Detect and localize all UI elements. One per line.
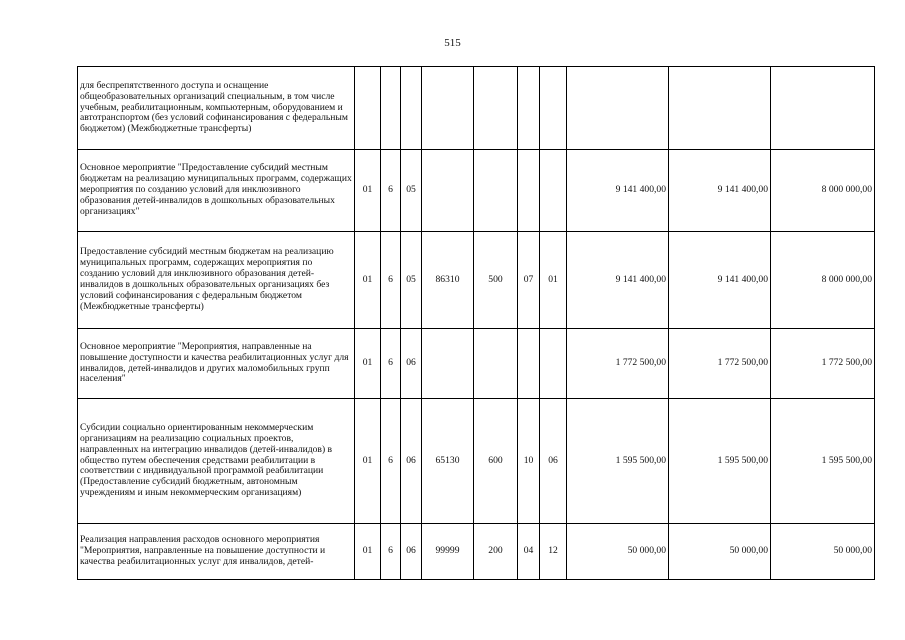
- section-code: 04: [518, 524, 540, 580]
- amount-year-2: 1 595 500,00: [669, 399, 771, 524]
- amount-year-2: 50 000,00: [669, 524, 771, 580]
- section-code: 07: [518, 232, 540, 329]
- expense-type-code: 500: [474, 232, 518, 329]
- section-code: [518, 329, 540, 399]
- amount-year-1: 50 000,00: [567, 524, 669, 580]
- amount-year-3: [771, 67, 875, 150]
- row-description: для беспрепятственного доступа и оснащение общеобразовательных организаций специальным, в том числе учебным, реабилитационным, компьютерным, оборудованием и автотранспортом (без условий софинансирования с федеральным бюджетом) (Межбюджетные трансферты): [78, 67, 355, 150]
- event-code: 06: [401, 329, 422, 399]
- amount-year-3: 8 000 000,00: [771, 150, 875, 232]
- subsection-code: 01: [540, 232, 567, 329]
- row-description: Предоставление субсидий местным бюджетам на реализацию муниципальных программ, содержащих мероприятия по созданию условий для инклюзивного образования детей-инвалидов в дошкольных образовательных организациях без условий софинансирования с федеральным бюджетом (Межбюджетные трансферты): [78, 232, 355, 329]
- event-code: [401, 67, 422, 150]
- expense-type-code: [474, 150, 518, 232]
- expense-direction-code: [422, 329, 474, 399]
- table-row: [78, 329, 875, 399]
- amount-year-2: 9 141 400,00: [669, 150, 771, 232]
- amount-year-1: [567, 67, 669, 150]
- event-code: 06: [401, 399, 422, 524]
- table-row: [78, 399, 875, 524]
- amount-year-2: 1 772 500,00: [669, 329, 771, 399]
- subsection-code: [540, 67, 567, 150]
- event-code: 05: [401, 232, 422, 329]
- expense-direction-code: 99999: [422, 524, 474, 580]
- page-number: 515: [444, 37, 461, 49]
- row-description: Основное мероприятие "Мероприятия, направленные на повышение доступности и качества реабилитационных услуг для инвалидов, детей-инвалидов и других маломобильных групп населения": [78, 329, 355, 399]
- expense-direction-code: [422, 67, 474, 150]
- expense-type-code: [474, 329, 518, 399]
- program-code: 01: [355, 232, 381, 329]
- program-code: 01: [355, 150, 381, 232]
- row-description: Субсидии социально ориентированным некоммерческим организациям на реализацию социальных проектов, направленных на интеграцию инвалидов (детей-инвалидов) в общество путем обеспечения средствами реабилитации в соответствии с индивидуальной программой реабилитации (Предоставление субсидий бюджетным, автономным учреждениям и иным некоммерческим организациям): [78, 399, 355, 524]
- row-description: Основное мероприятие "Предоставление субсидий местным бюджетам на реализацию муниципальных программ, содержащих мероприятия по созданию условий для инклюзивного образования детей-инвалидов в дошкольных образовательных организациях": [78, 150, 355, 232]
- event-code: 05: [401, 150, 422, 232]
- section-code: [518, 150, 540, 232]
- expense-direction-code: 86310: [422, 232, 474, 329]
- amount-year-2: [669, 67, 771, 150]
- amount-year-2: 9 141 400,00: [669, 232, 771, 329]
- table-row: [78, 232, 875, 329]
- section-code: [518, 67, 540, 150]
- expense-type-code: 200: [474, 524, 518, 580]
- amount-year-3: 50 000,00: [771, 524, 875, 580]
- amount-year-3: 8 000 000,00: [771, 232, 875, 329]
- expense-type-code: 600: [474, 399, 518, 524]
- subprogram-code: [381, 67, 401, 150]
- amount-year-1: 9 141 400,00: [567, 150, 669, 232]
- program-code: 01: [355, 329, 381, 399]
- subprogram-code: 6: [381, 524, 401, 580]
- table-row: [78, 524, 875, 580]
- program-code: 01: [355, 399, 381, 524]
- amount-year-1: 1 595 500,00: [567, 399, 669, 524]
- budget-table: [77, 66, 875, 580]
- table-row: [78, 150, 875, 232]
- amount-year-3: 1 772 500,00: [771, 329, 875, 399]
- expense-direction-code: 65130: [422, 399, 474, 524]
- subprogram-code: 6: [381, 399, 401, 524]
- subprogram-code: 6: [381, 150, 401, 232]
- section-code: 10: [518, 399, 540, 524]
- amount-year-1: 9 141 400,00: [567, 232, 669, 329]
- expense-type-code: [474, 67, 518, 150]
- row-description: Реализация направления расходов основного мероприятия "Мероприятия, направленные на повышение доступности и качества реабилитационных услуг для инвалидов, детей-: [78, 524, 355, 580]
- program-code: 01: [355, 524, 381, 580]
- subsection-code: [540, 150, 567, 232]
- subsection-code: 06: [540, 399, 567, 524]
- amount-year-1: 1 772 500,00: [567, 329, 669, 399]
- event-code: 06: [401, 524, 422, 580]
- table-row: [78, 67, 875, 150]
- subsection-code: 12: [540, 524, 567, 580]
- subsection-code: [540, 329, 567, 399]
- subprogram-code: 6: [381, 329, 401, 399]
- expense-direction-code: [422, 150, 474, 232]
- subprogram-code: 6: [381, 232, 401, 329]
- amount-year-3: 1 595 500,00: [771, 399, 875, 524]
- program-code: [355, 67, 381, 150]
